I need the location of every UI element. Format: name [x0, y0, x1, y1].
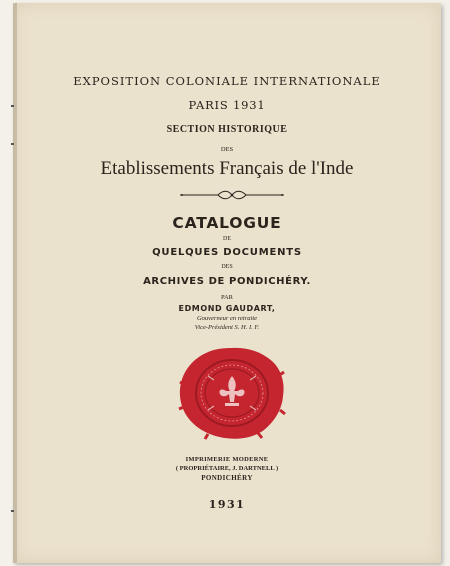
connector-de: DE [223, 236, 231, 242]
connector-par: PAR [220, 294, 234, 301]
documents-line: QUELQUES DOCUMENTS [152, 247, 302, 258]
author-name: EDMOND GAUDART, [178, 304, 276, 313]
printer-name: IMPRIMERIE MODERNE [185, 456, 269, 463]
exposition-title: EXPOSITION COLONIALE INTERNATIONALE [73, 74, 381, 88]
margin-mark [11, 143, 14, 145]
printer-city: PONDICHÉRY [201, 474, 253, 482]
city-year: PARIS 1931 [188, 98, 266, 112]
main-title: Etablissements Français de l'Inde [100, 158, 354, 179]
author-title: Gouverneur en retraite [196, 315, 258, 322]
wax-seal-icon [178, 346, 286, 440]
catalogue-heading: CATALOGUE [172, 214, 282, 232]
author-role: Vice-Président S. H. I. F. [194, 324, 260, 331]
publication-year: 1931 [208, 498, 246, 511]
connector-des-2: DES [221, 264, 233, 270]
printer-proprietor: ( PROPRIÉTAIRE, J. DARTNELL ) [175, 465, 279, 472]
ornament-rule-icon [178, 189, 286, 201]
connector-des: DES [220, 146, 234, 153]
archives-line: ARCHIVES DE PONDICHÉRY. [143, 276, 311, 287]
section-title: SECTION HISTORIQUE [166, 124, 288, 135]
